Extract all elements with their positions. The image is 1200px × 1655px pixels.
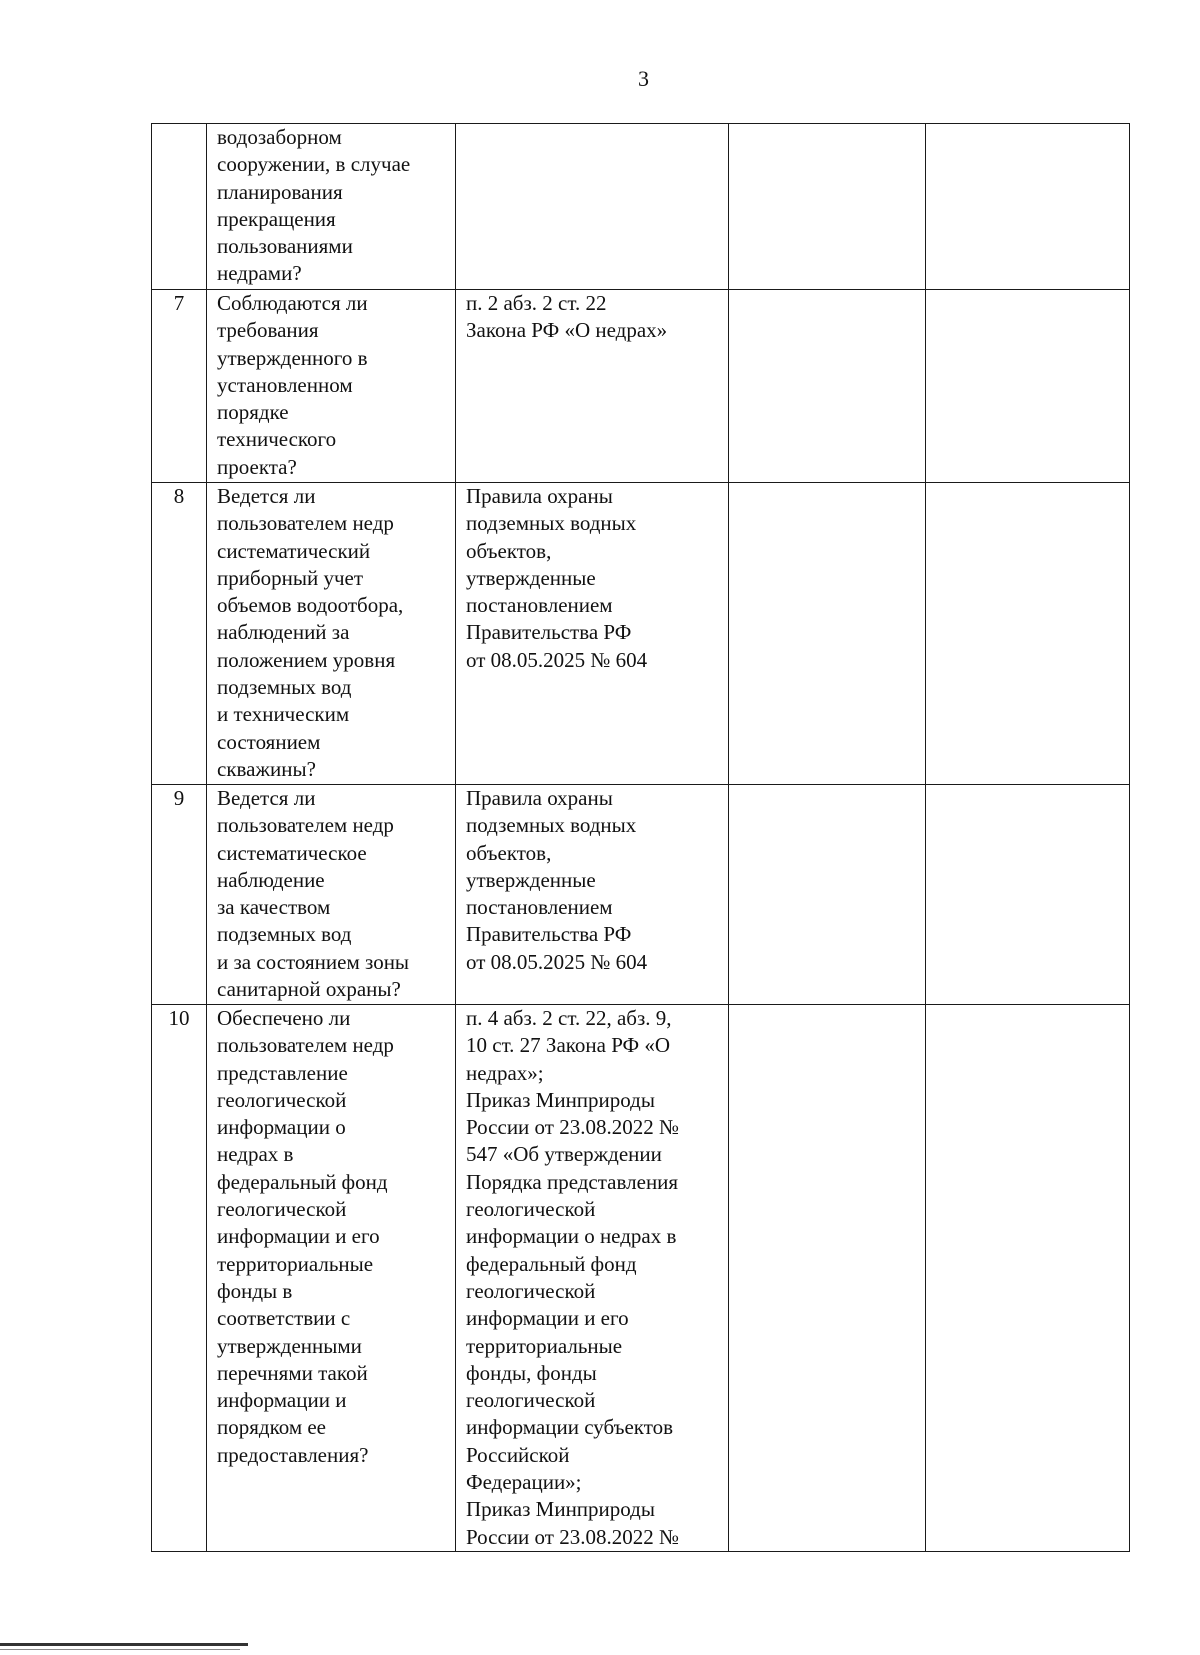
- reference-cell: [456, 1005, 729, 1552]
- table-row: [152, 1005, 1130, 1552]
- reference-text: п. 4 абз. 2 ст. 22, абз. 9, 10 ст. 27 Закона РФ «О недрах»; Приказ Минприроды России от 23.08.2022 № 547 «Об утверждении Порядка представления геологической информации о недрах в федеральный фонд геологической информации и его территориальные фонды, фонды геологической информации субъектов Российской Федерации»; Приказ Минприроды России от 23.08.2022 №: [466, 1006, 679, 1549]
- answer-cell: [729, 785, 926, 1005]
- reference-cell: [456, 290, 729, 483]
- table-row: [152, 290, 1130, 483]
- row-number: 10: [152, 1005, 207, 1552]
- question-text: Обеспечено ли пользователем недр представление геологической информации о недрах в федеральный фонд геологической информации и его территориальные фонды в соответствии с утвержденными перечнями такой информации и порядком ее предоставления?: [217, 1006, 394, 1467]
- table-row: [152, 483, 1130, 785]
- answer-cell: [729, 1005, 926, 1552]
- note-cell: [926, 124, 1130, 290]
- reference-cell: [456, 483, 729, 785]
- answer-cell: [729, 124, 926, 290]
- note-cell: [926, 1005, 1130, 1552]
- note-cell: [926, 290, 1130, 483]
- note-cell: [926, 483, 1130, 785]
- note-cell: [926, 785, 1130, 1005]
- table-row: [152, 124, 1130, 290]
- scan-edge-line-thin: [0, 1649, 240, 1650]
- answer-cell: [729, 483, 926, 785]
- row-number: 9: [152, 785, 207, 1005]
- row-number: 7: [152, 290, 207, 483]
- page-number: 3: [638, 66, 649, 91]
- row-number: [152, 124, 207, 290]
- reference-text: Правила охраны подземных водных объектов, утвержденные постановлением Правительства РФ от 08.05.2025 № 604: [466, 786, 648, 974]
- reference-text: п. 2 абз. 2 ст. 22 Закона РФ «О недрах»: [466, 291, 668, 343]
- question-cell: [207, 483, 456, 785]
- question-text: Ведется ли пользователем недр систематическое наблюдение за качеством подземных вод и за состоянием зоны санитарной охраны?: [217, 786, 410, 1002]
- answer-cell: [729, 290, 926, 483]
- reference-cell: [456, 785, 729, 1005]
- question-cell: [207, 124, 456, 290]
- question-text: водозаборном сооружении, в случае планирования прекращения пользованиями недрами?: [217, 125, 411, 286]
- row-number: 8: [152, 483, 207, 785]
- question-cell: [207, 785, 456, 1005]
- table-row: [152, 785, 1130, 1005]
- checklist-table: [151, 123, 1130, 1552]
- scan-edge-line: [0, 1643, 248, 1646]
- question-text: Соблюдаются ли требования утвержденного в установленном порядке технического проекта?: [217, 291, 368, 479]
- reference-cell: [456, 124, 729, 290]
- question-text: Ведется ли пользователем недр систематический приборный учет объемов водоотбора, наблюдений за положением уровня подземных вод и техническим состоянием скважины?: [217, 484, 404, 781]
- question-cell: [207, 1005, 456, 1552]
- reference-text: Правила охраны подземных водных объектов, утвержденные постановлением Правительства РФ от 08.05.2025 № 604: [466, 484, 648, 672]
- question-cell: [207, 290, 456, 483]
